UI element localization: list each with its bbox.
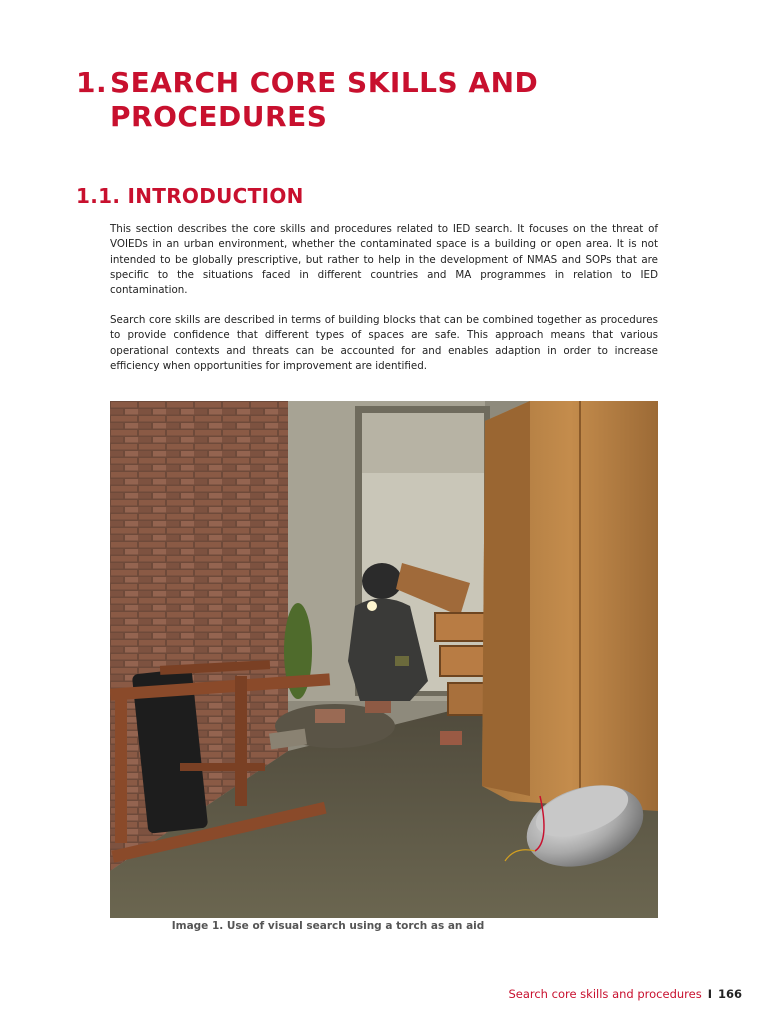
chapter-title-line2: PROCEDURES: [110, 100, 328, 133]
page-footer: [508, 987, 742, 1001]
image-caption: Image 1. Use of visual search using a torch as an aid: [171, 920, 485, 932]
search-photo: [110, 401, 658, 918]
chapter-title-line1: SEARCH CORE SKILLS AND: [110, 66, 539, 99]
chapter-title: [76, 66, 538, 134]
chapter-number: 1.: [76, 66, 108, 99]
footer-separator: I: [707, 987, 712, 1001]
intro-paragraph-2: Search core skills are described in terms of building blocks that can be combined together as procedures to provide confidence that different types of spaces are safe. This approach means that various operational contexts and threats can be accounted for and enables adaption in order to increase efficiency when opportunities for improvement are identified.: [110, 314, 658, 372]
section-title: 1.1. INTRODUCTION: [76, 184, 304, 208]
footer-section-title: Search core skills and procedures: [508, 987, 702, 1001]
intro-paragraph-1: This section describes the core skills and procedures related to IED search. It focuses on the threat of VOIEDs in an urban environment, whether the contaminated space is a building or open area. It is not intended to be globally prescriptive, but rather to help in the development of NMAS and SOPs that are specific to the situations faced in different countries and MA programmes in relation to IED contamination.: [110, 223, 658, 297]
page-number: 166: [717, 987, 742, 1001]
